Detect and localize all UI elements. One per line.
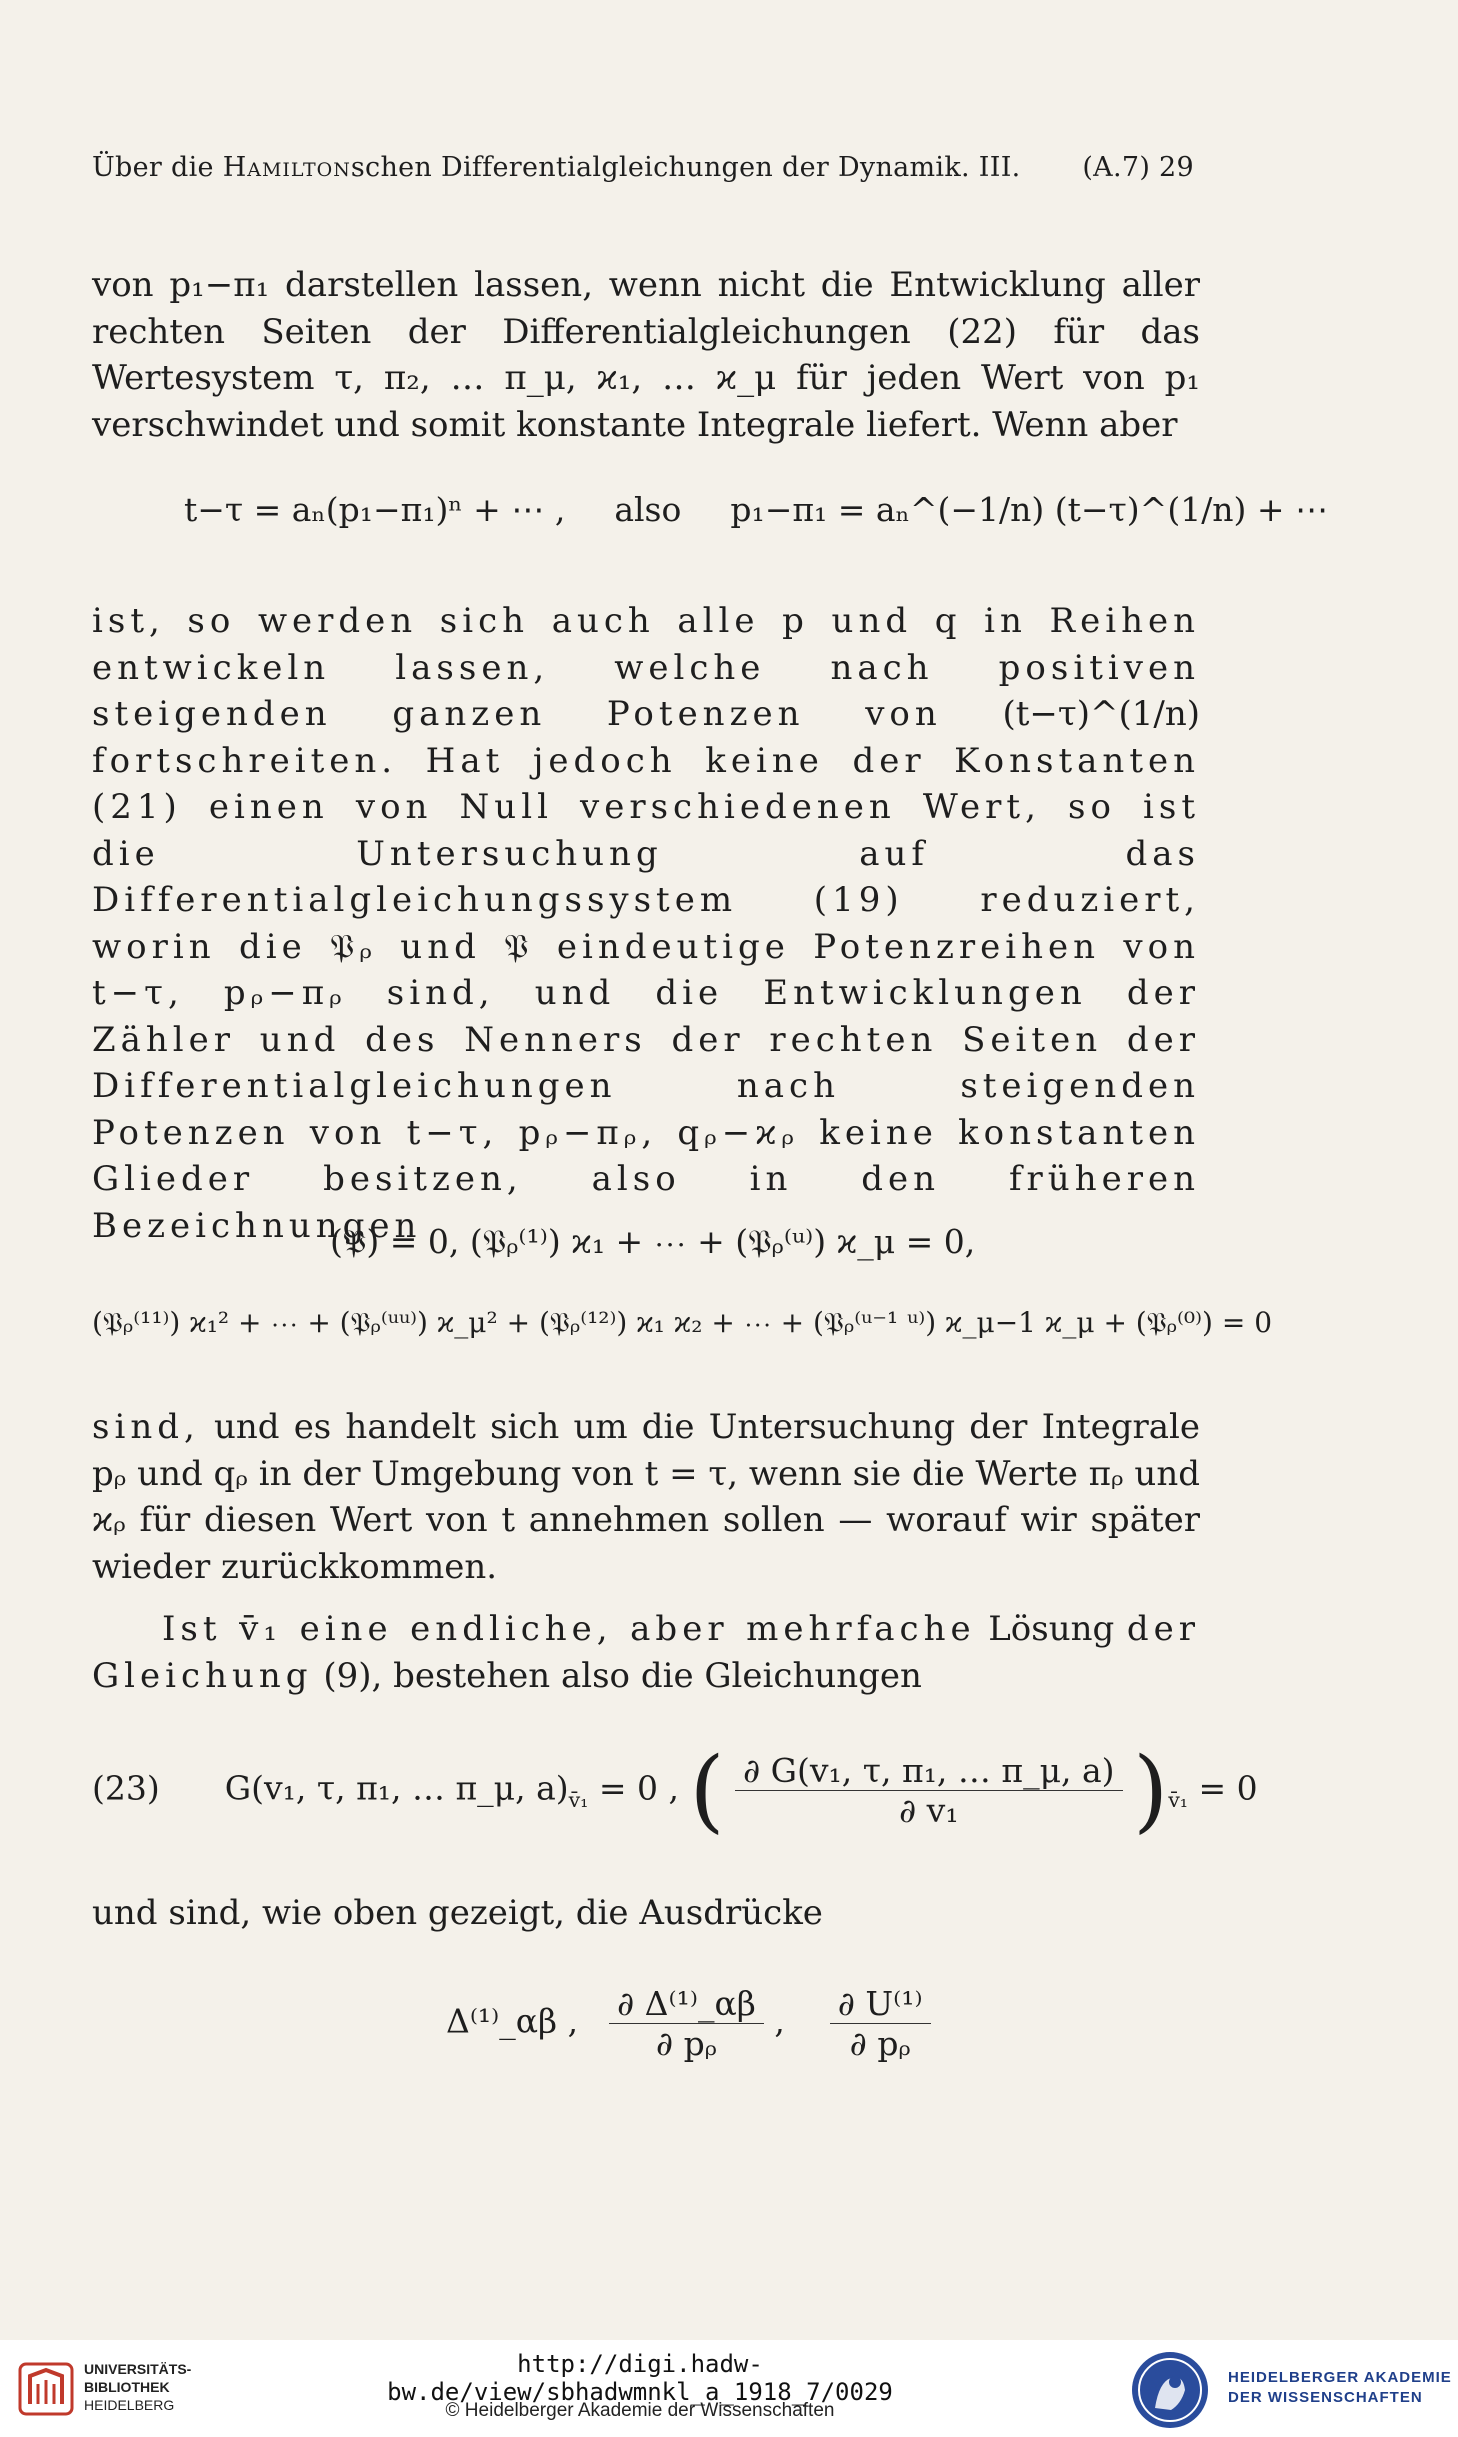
formula-4-term-1: Δ⁽¹⁾_αβ , [446,2001,579,2041]
academy-seal-logo-icon [1125,2348,1215,2432]
source-url-link[interactable]: http://digi.hadw-bw.de/view/sbhadwmnkl_a_1918_7/0029 [387,2350,893,2406]
academy-line-2: DER WISSENSCHAFTEN [1228,2389,1423,2406]
formula-4-fraction-1 [609,1984,764,2063]
formula-4 [446,1984,931,2063]
paragraph-3-spaced: sind, [92,1407,200,1447]
paragraph-4-text [92,1606,1200,1699]
formula-4-numerator-2: ∂ U⁽¹⁾ [830,1984,931,2024]
paragraph-5 [92,1890,1200,1937]
formula-3-close-paren: ) [1133,1738,1169,1843]
footer-bar [0,2340,1458,2437]
paragraph-4 [92,1606,1200,1699]
paragraph-5-text: und sind, wie oben gezeigt, die Ausdrücke [92,1893,823,1933]
formula-3-left-eq: = 0 , [598,1768,679,1808]
uni-line-2: BIBLIOTHEK [84,2379,170,2395]
paragraph-1 [92,262,1200,448]
formula-4-fraction-2 [830,1984,931,2063]
formula-4-denominator-1: ∂ pᵨ [656,2024,717,2063]
paragraph-4-tail: (9), bestehen also die Gleichungen [323,1655,922,1696]
formula-1 [184,490,1328,529]
header-prefix: Über die [92,152,214,183]
formula-3-right-eq: = 0 [1198,1768,1258,1808]
paragraph-2-part-a: ist, so werden sich auch alle p und q in Reihen entwickeln lassen, welche nach positiven steigenden ganzen Potenzen von [92,601,1200,734]
formula-3-numerator: ∂ G(v₁, τ, π₁, … π_μ, a) [735,1751,1122,1791]
formula-3-denominator: ∂ v₁ [899,1791,959,1830]
paragraph-4-word: Lösung [988,1609,1115,1649]
uni-line-1: UNIVERSITÄTS- [84,2361,192,2377]
academy-line-1: HEIDELBERGER AKADEMIE [1228,2369,1452,2386]
formula-1-also: also [614,490,682,529]
academy-name [1228,2368,1452,2408]
formula-3-open-paren: ( [689,1738,725,1843]
formula-2-line-1: (𝔓) = 0, (𝔓ᵨ⁽¹⁾) ϰ₁ + ⋯ + (𝔓ᵨ⁽ᵘ⁾) ϰ_μ = 0, [330,1222,976,1261]
formula-4-denominator-2: ∂ pᵨ [849,2024,911,2063]
formula-3-left-sub: v̄₁ [568,1788,589,1813]
header-name: Hamilton [222,152,351,183]
header-suffix: schen Differentialgleichungen der Dynamik. III. [350,152,1021,183]
paragraph-2-text [92,598,1200,1249]
header-page-ref: (A.7) 29 [1082,152,1194,183]
formula-4-numerator-1: ∂ Δ⁽¹⁾_αβ [609,1984,764,2024]
paragraph-2-power: (t−τ)^(1/n) [1002,694,1200,734]
university-library-name [84,2360,191,2414]
formula-3-right-sub: v̄₁ [1168,1788,1188,1813]
paragraph-3 [92,1404,1200,1590]
paragraph-2 [92,598,1200,1249]
formula-2-line-2: (𝔓ᵨ⁽¹¹⁾) ϰ₁² + ⋯ + (𝔓ᵨ⁽ᵘᵘ⁾) ϰ_μ² + (𝔓ᵨ⁽¹²⁾) ϰ₁ ϰ₂ + ⋯ + (𝔓ᵨ⁽ᵘ⁻¹ ᵘ⁾) ϰ_μ−1 ϰ_μ + (𝔓ᵨ⁽⁰⁾) = 0 [92,1306,1273,1339]
paragraph-3-body: und es handelt sich um die Untersuchung der Integrale pᵨ und qᵨ in der Umgebung von t = τ, wenn sie die Werte πᵨ und ϰᵨ für diesen Wert von t annehmen sollen — worauf wir später wieder zurückkommen. [92,1407,1200,1587]
running-header [92,152,1194,183]
paragraph-3-text [92,1404,1200,1590]
uni-line-3: HEIDELBERG [84,2397,175,2413]
paragraph-4-part-a: Ist v̄₁ eine endliche, aber mehrfache [162,1609,976,1649]
formula-3-fraction [735,1751,1122,1830]
formula-1-right: p₁−π₁ = aₙ^(−1/n) (t−τ)^(1/n) + ⋯ [730,490,1329,529]
paragraph-2-part-b: fortschreiten. Hat jedoch keine der Konstanten (21) einen von Null verschiedenen Wert, so ist die Untersuchung auf das Differentialgleichungssystem (19) reduziert, worin die 𝔓ᵨ und 𝔓 eindeutige Potenzreihen von t−τ, pᵨ−πᵨ sind, und die Entwicklungen der Zähler und des Nenners der rechten Seiten der Differentialgleichungen nach steigenden Potenzen von t−τ, pᵨ−πᵨ, qᵨ−ϰᵨ keine konstanten Glieder besitzen, also in den früheren Bezeichnungen [92,740,1200,1246]
formula-3-number: (23) [92,1768,160,1808]
copyright-notice: © Heidelberger Akademie der Wissenschaften [445,2400,835,2421]
formula-3 [92,1738,1258,1843]
formula-3-left: G(v₁, τ, π₁, … π_μ, a) [224,1768,569,1808]
university-library-logo-icon [16,2358,76,2418]
formula-1-left: t−τ = aₙ(p₁−π₁)ⁿ + ⋯ , [184,490,566,529]
formula-4-separator: , [774,2001,785,2041]
paragraph-4-part-b: der Gleichung [92,1609,1200,1696]
paragraph-1-text: von p₁−π₁ darstellen lassen, wenn nicht die Entwicklung aller rechten Seiten der Differentialgleichungen (22) für das Wertesystem τ, π₂, … π_μ, ϰ₁, … ϰ_μ für jeden Wert von p₁ verschwindet und somit konstante Integrale liefert. Wenn aber [92,265,1200,445]
